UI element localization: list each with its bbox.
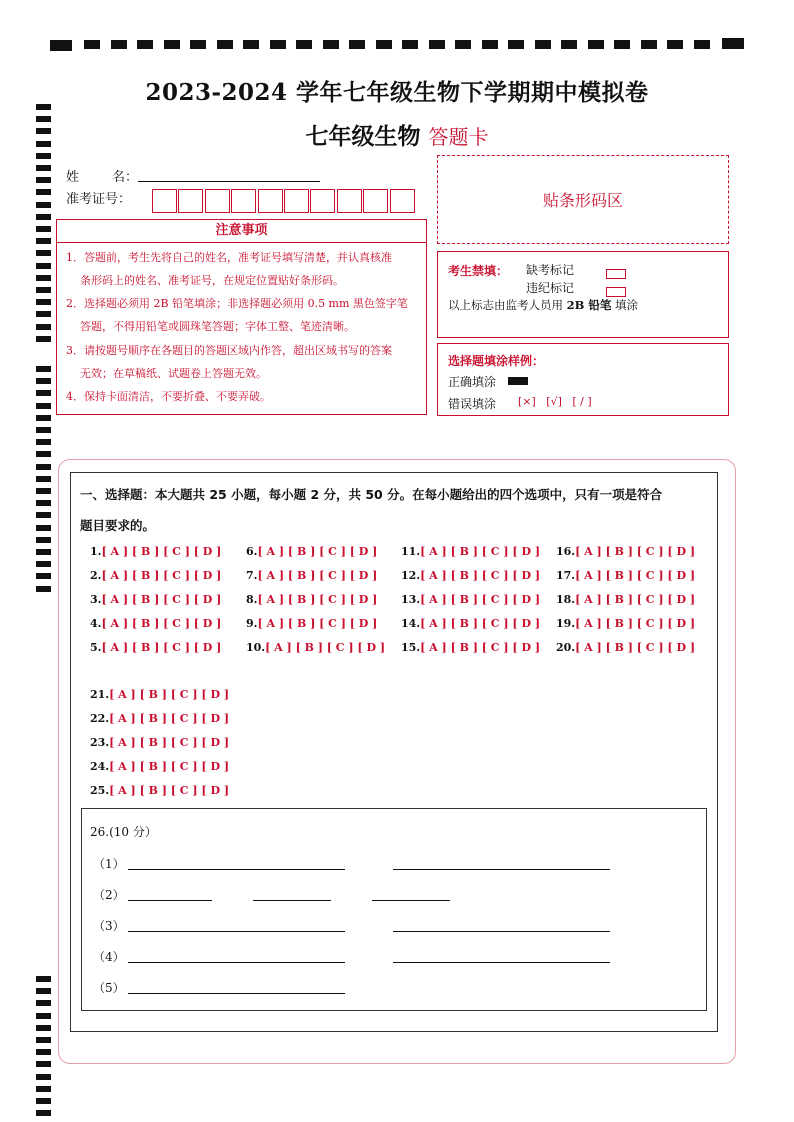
question-options[interactable]: [ A ] [ B ] [ C ] [ D ] bbox=[257, 593, 378, 606]
left-timing-mark bbox=[36, 311, 51, 317]
choice-question[interactable] bbox=[401, 593, 540, 606]
q26-part2-blank2[interactable] bbox=[253, 900, 331, 901]
choice-question[interactable] bbox=[90, 736, 229, 749]
left-timing-mark bbox=[36, 1110, 51, 1116]
section1-heading-line1: 一、选择题：本大题共 25 小题，每小题 2 分，共 50 分。在每小题给出的四个选项中，只有一项是符合 bbox=[80, 487, 663, 502]
choice-question[interactable] bbox=[246, 593, 377, 606]
notice-line-2: 条形码上的姓名、准考证号，在规定位置贴好条形码。 bbox=[80, 274, 344, 287]
left-timing-mark bbox=[36, 165, 51, 171]
top-timing-mark bbox=[535, 40, 551, 49]
question-number: 15. bbox=[401, 641, 421, 654]
question-number: 3. bbox=[90, 593, 102, 606]
question-options[interactable]: [ A ] [ B ] [ C ] [ D ] bbox=[420, 641, 541, 654]
question-options[interactable]: [ A ] [ B ] [ C ] [ D ] bbox=[575, 617, 696, 630]
top-timing-mark bbox=[270, 40, 286, 49]
notice-line-4: 答题，不得用铅笔或圆珠笔答题；字体工整、笔迹清晰。 bbox=[80, 320, 355, 333]
left-timing-mark bbox=[36, 464, 51, 470]
question-options[interactable]: [ A ] [ B ] [ C ] [ D ] bbox=[420, 593, 541, 606]
question-number: 25. bbox=[90, 784, 110, 797]
choice-question[interactable] bbox=[556, 593, 695, 606]
question-number: 7. bbox=[246, 569, 258, 582]
top-timing-mark bbox=[323, 40, 339, 49]
question-options[interactable]: [ A ] [ B ] [ C ] [ D ] bbox=[420, 545, 541, 558]
q26-part3-label: （3） bbox=[93, 919, 125, 933]
q26-part2-blank1[interactable] bbox=[128, 900, 212, 901]
violation-mark-label: 违纪标记 bbox=[526, 281, 575, 295]
question-number: 18. bbox=[556, 593, 576, 606]
q26-part3-blank1[interactable] bbox=[128, 931, 345, 932]
top-timing-mark bbox=[243, 40, 259, 49]
left-timing-mark bbox=[36, 976, 51, 982]
top-timing-mark bbox=[482, 40, 498, 49]
left-timing-mark bbox=[36, 561, 51, 567]
left-timing-mark bbox=[36, 1061, 51, 1067]
id-number-cell[interactable] bbox=[337, 189, 362, 213]
choice-question[interactable] bbox=[90, 641, 221, 654]
choice-question[interactable] bbox=[246, 641, 385, 654]
q26-part4-label: （4） bbox=[93, 950, 125, 964]
question-options[interactable]: [ A ] [ B ] [ C ] [ D ] bbox=[257, 569, 378, 582]
choice-question[interactable] bbox=[90, 712, 229, 725]
choice-question[interactable] bbox=[90, 688, 229, 701]
choice-question[interactable] bbox=[246, 617, 377, 630]
id-number-cell[interactable] bbox=[363, 189, 388, 213]
question-number: 13. bbox=[401, 593, 421, 606]
choice-question[interactable] bbox=[90, 569, 221, 582]
top-timing-bar-left bbox=[50, 40, 72, 51]
question-options[interactable]: [ A ] [ B ] [ C ] [ D ] bbox=[257, 617, 378, 630]
fill-example-box bbox=[437, 343, 729, 416]
q26-part5-blank1[interactable] bbox=[128, 993, 345, 994]
question-number: 23. bbox=[90, 736, 110, 749]
top-timing-mark bbox=[296, 40, 312, 49]
forbidden-note bbox=[448, 297, 638, 313]
left-timing-mark bbox=[36, 403, 51, 409]
question-options[interactable]: [ A ] [ B ] [ C ] [ D ] bbox=[265, 641, 386, 654]
left-timing-mark bbox=[36, 1049, 51, 1055]
fill-example-title: 选择题填涂样例： bbox=[448, 354, 545, 368]
choice-question[interactable] bbox=[90, 617, 221, 630]
left-timing-mark bbox=[36, 299, 51, 305]
choice-question[interactable] bbox=[90, 593, 221, 606]
question-options[interactable]: [ A ] [ B ] [ C ] [ D ] bbox=[109, 760, 230, 773]
choice-question[interactable] bbox=[246, 545, 377, 558]
question-options[interactable]: [ A ] [ B ] [ C ] [ D ] bbox=[257, 545, 378, 558]
question-options[interactable]: [ A ] [ B ] [ C ] [ D ] bbox=[575, 569, 696, 582]
q26-part4-blank2[interactable] bbox=[393, 962, 610, 963]
left-timing-mark bbox=[36, 500, 51, 506]
question-options[interactable]: [ A ] [ B ] [ C ] [ D ] bbox=[101, 617, 222, 630]
choice-question[interactable] bbox=[401, 641, 540, 654]
top-timing-mark bbox=[508, 40, 524, 49]
left-timing-mark bbox=[36, 287, 51, 293]
choice-question[interactable] bbox=[556, 545, 695, 558]
q26-part3-blank2[interactable] bbox=[393, 931, 610, 932]
forbidden-label: 考生禁填： bbox=[448, 264, 509, 278]
choice-question[interactable] bbox=[556, 641, 695, 654]
left-timing-mark bbox=[36, 390, 51, 396]
choice-question[interactable] bbox=[90, 545, 221, 558]
left-timing-mark bbox=[36, 202, 51, 208]
name-label: 姓 名： bbox=[66, 170, 139, 185]
top-timing-bar-right bbox=[722, 38, 744, 49]
id-label: 准考证号： bbox=[66, 192, 132, 207]
left-timing-mark bbox=[36, 415, 51, 421]
top-timing-mark bbox=[588, 40, 604, 49]
id-number-cell[interactable] bbox=[258, 189, 283, 213]
wrong-fill-label: 错误填涂 bbox=[448, 397, 497, 411]
top-timing-mark bbox=[190, 40, 206, 49]
notice-line-5: 3．请按题号顺序在各题目的答题区域内作答，超出区域书写的答案 bbox=[66, 344, 392, 357]
left-timing-mark bbox=[36, 324, 51, 330]
top-timing-mark bbox=[455, 40, 471, 49]
left-timing-mark bbox=[36, 549, 51, 555]
question-options[interactable]: [ A ] [ B ] [ C ] [ D ] bbox=[101, 545, 222, 558]
left-timing-mark bbox=[36, 1025, 51, 1031]
choice-question[interactable] bbox=[90, 760, 229, 773]
absent-mark-box[interactable] bbox=[606, 263, 626, 282]
left-timing-mark bbox=[36, 451, 51, 457]
q26-part2-label: （2） bbox=[93, 888, 125, 902]
notice-line-6: 无效；在草稿纸、试题卷上答题无效。 bbox=[80, 367, 267, 380]
q26-title: 26.(10 分） bbox=[90, 825, 157, 839]
question-options[interactable]: [ A ] [ B ] [ C ] [ D ] bbox=[101, 569, 222, 582]
forbidden-note-bold: 2B 铅笔 bbox=[566, 298, 612, 312]
left-timing-mark bbox=[36, 153, 51, 159]
question-number: 24. bbox=[90, 760, 110, 773]
q26-part5-label: （5） bbox=[93, 981, 125, 995]
question-number: 12. bbox=[401, 569, 421, 582]
id-number-cell[interactable] bbox=[178, 189, 203, 213]
top-timing-mark bbox=[694, 40, 710, 49]
left-timing-mark bbox=[36, 525, 51, 531]
left-timing-mark bbox=[36, 336, 51, 342]
question-options[interactable]: [ A ] [ B ] [ C ] [ D ] bbox=[101, 641, 222, 654]
question-options[interactable]: [ A ] [ B ] [ C ] [ D ] bbox=[575, 545, 696, 558]
left-timing-mark bbox=[36, 586, 51, 592]
top-timing-mark bbox=[137, 40, 153, 49]
subject-name: 七年级生物 bbox=[305, 123, 421, 150]
q26-part1-blank1[interactable] bbox=[128, 869, 345, 870]
left-timing-mark bbox=[36, 189, 51, 195]
q26-part1-label: （1） bbox=[93, 857, 125, 871]
question-number: 11. bbox=[401, 545, 421, 558]
id-number-cell[interactable] bbox=[310, 189, 335, 213]
question-number: 16. bbox=[556, 545, 576, 558]
question-number: 21. bbox=[90, 688, 110, 701]
question-options[interactable]: [ A ] [ B ] [ C ] [ D ] bbox=[420, 569, 541, 582]
question-number: 19. bbox=[556, 617, 576, 630]
question-options[interactable]: [ A ] [ B ] [ C ] [ D ] bbox=[575, 593, 696, 606]
correct-fill-sample bbox=[508, 377, 528, 385]
answer-card-label: 答题卡 bbox=[428, 125, 489, 149]
top-timing-mark bbox=[349, 40, 365, 49]
q26-box bbox=[81, 808, 707, 1011]
choice-question[interactable] bbox=[401, 617, 540, 630]
question-number: 14. bbox=[401, 617, 421, 630]
question-options[interactable]: [ A ] [ B ] [ C ] [ D ] bbox=[575, 641, 696, 654]
q26-part1-blank2[interactable] bbox=[393, 869, 610, 870]
left-timing-mark bbox=[36, 476, 51, 482]
top-timing-mark bbox=[217, 40, 233, 49]
left-timing-mark bbox=[36, 1013, 51, 1019]
question-options[interactable]: [ A ] [ B ] [ C ] [ D ] bbox=[101, 593, 222, 606]
question-number: 8. bbox=[246, 593, 258, 606]
left-timing-mark bbox=[36, 488, 51, 494]
page-subtitle bbox=[0, 118, 794, 151]
question-number: 10. bbox=[246, 641, 266, 654]
question-number: 22. bbox=[90, 712, 110, 725]
id-number-cell[interactable] bbox=[205, 189, 230, 213]
name-field[interactable] bbox=[138, 181, 320, 182]
left-timing-mark bbox=[36, 512, 51, 518]
forbidden-note-suffix: 填涂 bbox=[615, 298, 639, 312]
question-number: 20. bbox=[556, 641, 576, 654]
correct-fill-label: 正确填涂 bbox=[448, 375, 497, 389]
left-timing-mark bbox=[36, 238, 51, 244]
notice-line-1: 1．答题前，考生先将自己的姓名，准考证号填写清楚，并认真核准 bbox=[66, 251, 392, 264]
left-timing-mark bbox=[36, 1037, 51, 1043]
question-number: 4. bbox=[90, 617, 102, 630]
top-timing-mark bbox=[614, 40, 630, 49]
question-options[interactable]: [ A ] [ B ] [ C ] [ D ] bbox=[109, 784, 230, 797]
top-timing-mark bbox=[429, 40, 445, 49]
top-timing-mark bbox=[641, 40, 657, 49]
choice-question[interactable] bbox=[556, 617, 695, 630]
q26-part2-blank3[interactable] bbox=[372, 900, 450, 901]
choice-question[interactable] bbox=[90, 784, 229, 797]
question-number: 6. bbox=[246, 545, 258, 558]
left-timing-mark bbox=[36, 378, 51, 384]
choice-question[interactable] bbox=[401, 545, 540, 558]
top-timing-mark bbox=[84, 40, 100, 49]
left-timing-mark bbox=[36, 988, 51, 994]
id-number-cell[interactable] bbox=[390, 189, 415, 213]
left-timing-mark bbox=[36, 263, 51, 269]
q26-part4-blank1[interactable] bbox=[128, 962, 345, 963]
top-timing-mark bbox=[376, 40, 392, 49]
wrong-fill-samples: [×] [√] [ / ] bbox=[518, 395, 592, 408]
left-timing-mark bbox=[36, 537, 51, 543]
question-number: 1. bbox=[90, 545, 102, 558]
left-timing-mark bbox=[36, 427, 51, 433]
left-timing-mark bbox=[36, 573, 51, 579]
question-options[interactable]: [ A ] [ B ] [ C ] [ D ] bbox=[109, 688, 230, 701]
choice-question[interactable] bbox=[401, 569, 540, 582]
question-number: 2. bbox=[90, 569, 102, 582]
left-timing-mark bbox=[36, 1074, 51, 1080]
question-number: 17. bbox=[556, 569, 576, 582]
top-timing-mark bbox=[164, 40, 180, 49]
page-title: 2023-2024 学年七年级生物下学期期中模拟卷 bbox=[145, 79, 649, 106]
left-timing-mark bbox=[36, 226, 51, 232]
left-timing-mark bbox=[36, 177, 51, 183]
question-options[interactable]: [ A ] [ B ] [ C ] [ D ] bbox=[420, 617, 541, 630]
id-number-cell[interactable] bbox=[284, 189, 309, 213]
left-timing-mark bbox=[36, 1086, 51, 1092]
left-timing-mark bbox=[36, 439, 51, 445]
id-number-cell[interactable] bbox=[152, 189, 177, 213]
left-timing-mark bbox=[36, 1000, 51, 1006]
left-timing-mark bbox=[36, 214, 51, 220]
top-timing-mark bbox=[561, 40, 577, 49]
question-options[interactable]: [ A ] [ B ] [ C ] [ D ] bbox=[109, 736, 230, 749]
barcode-area bbox=[437, 155, 729, 244]
section1-heading-line2: 题目要求的。 bbox=[80, 518, 156, 533]
question-number: 5. bbox=[90, 641, 102, 654]
left-timing-mark bbox=[36, 1098, 51, 1104]
notice-line-3: 2．选择题必须用 2B 铅笔填涂；非选择题必须用 0.5 mm 黑色签字笔 bbox=[66, 297, 408, 310]
top-timing-mark bbox=[667, 40, 683, 49]
barcode-area-label: 贴条形码区 bbox=[542, 191, 623, 210]
forbidden-box bbox=[437, 251, 729, 338]
absent-mark-label: 缺考标记 bbox=[526, 263, 575, 277]
notice-line-7: 4．保持卡面清洁，不要折叠、不要弄破。 bbox=[66, 390, 271, 403]
left-timing-mark bbox=[36, 275, 51, 281]
notice-title: 注意事项 bbox=[57, 220, 426, 243]
id-number-cell[interactable] bbox=[231, 189, 256, 213]
question-options[interactable]: [ A ] [ B ] [ C ] [ D ] bbox=[109, 712, 230, 725]
question-number: 9. bbox=[246, 617, 258, 630]
choice-question[interactable] bbox=[556, 569, 695, 582]
forbidden-note-prefix: 以上标志由监考人员用 bbox=[448, 298, 563, 312]
left-timing-mark bbox=[36, 250, 51, 256]
top-timing-mark bbox=[111, 40, 127, 49]
top-timing-mark bbox=[402, 40, 418, 49]
left-timing-mark bbox=[36, 366, 51, 372]
choice-question[interactable] bbox=[246, 569, 377, 582]
